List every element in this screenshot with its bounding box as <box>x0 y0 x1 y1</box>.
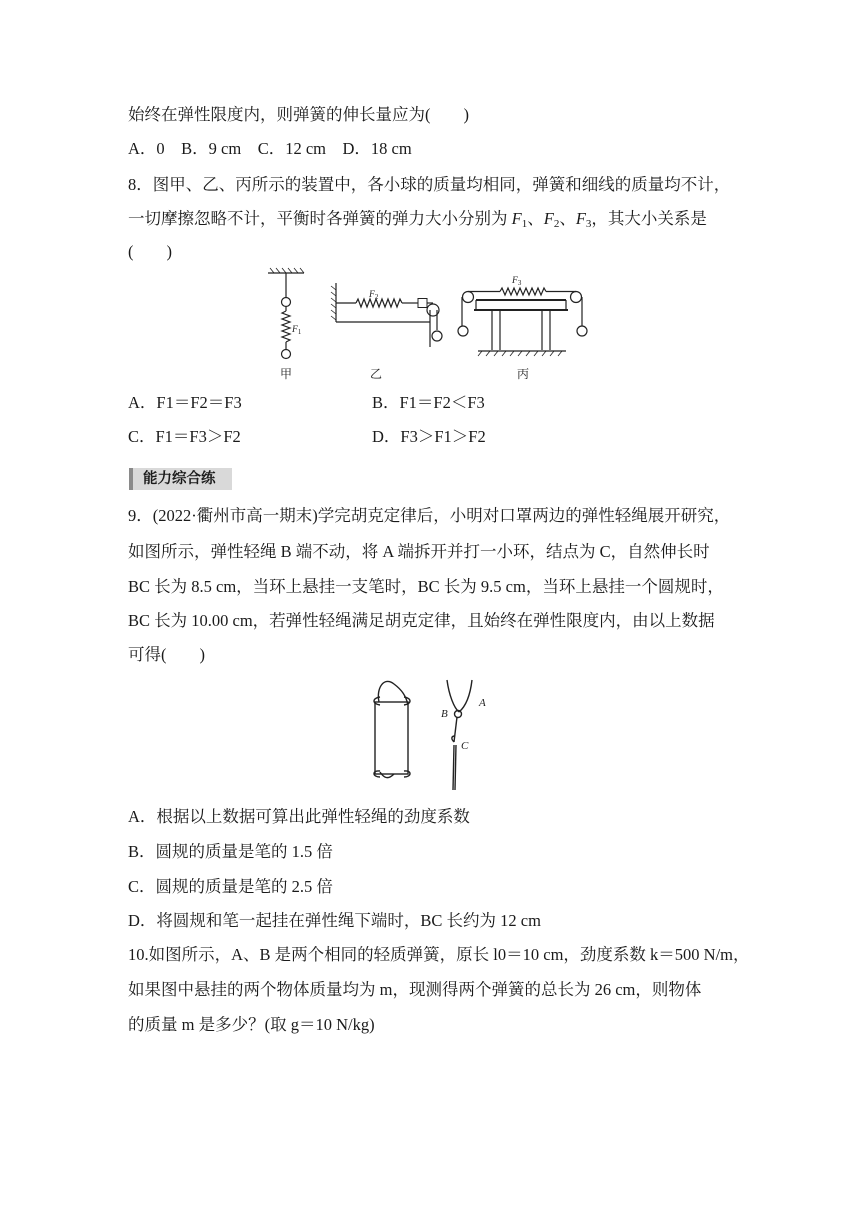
q9-option-a: A．根据以上数据可算出此弹性轻绳的劲度系数 <box>128 807 470 826</box>
f2-label: $F_2$ <box>369 290 379 301</box>
q10-line2: 如果图中悬挂的两个物体质量均为 m，现测得两个弹簧的总长为 26 cm，则物体 <box>128 980 702 999</box>
label-yi: 乙 <box>370 367 383 381</box>
q9-line3: BC 长为 8.5 cm，当环上悬挂一支笔时，BC 长为 9.5 cm，当环上悬挂一个圆规时， <box>128 577 724 596</box>
q10-line3: 的质量 m 是多少？(取 g＝10 N/kg) <box>128 1015 375 1034</box>
q8-option-a: A．F1＝F2＝F3 <box>128 393 242 412</box>
q8-line3: ( ) <box>128 242 172 261</box>
q10-line1: 10.如图所示，A、B 是两个相同的轻质弹簧，原长 l0＝10 cm，劲度系数 k＝500 N/m， <box>128 945 750 964</box>
q9-line4: BC 长为 10.00 cm，若弹性轻绳满足胡克定律，且始终在弹性限度内，由以上数据 <box>128 611 715 630</box>
q9-line5: 可得( ) <box>128 645 205 664</box>
section-title: 能力综合练 <box>129 468 232 490</box>
f1-label: $F_1$ <box>292 325 302 336</box>
q8-line2: 一切摩擦忽略不计，平衡时各弹簧的弹力大小分别为 $F_1$、$F_2$、$F_3$，其大小关系是 <box>128 209 707 230</box>
label-bing: 丙 <box>517 367 530 381</box>
q8-option-d: D．F3＞F1＞F2 <box>372 427 486 446</box>
label-b: B <box>441 708 448 720</box>
q8-figure <box>260 266 600 382</box>
q9-option-c: C．圆规的质量是笔的 2.5 倍 <box>128 877 333 896</box>
q7-tail-text: 始终在弹性限度内，则弹簧的伸长量应为( ) <box>128 105 469 124</box>
f3-label: $F_3$ <box>512 276 522 287</box>
q9-line2: 如图所示，弹性轻绳 B 端不动，将 A 端拆开并打一小环，结点为 C，自然伸长时 <box>128 542 710 561</box>
q8-line1: 8．图甲、乙、丙所示的装置中，各小球的质量均相同，弹簧和细线的质量均不计， <box>128 175 731 194</box>
q9-option-d: D．将圆规和笔一起挂在弹性绳下端时，BC 长约为 12 cm <box>128 911 541 930</box>
q9-option-b: B．圆规的质量是笔的 1.5 倍 <box>128 842 333 861</box>
label-a: A <box>479 697 486 709</box>
q7-options: A．0 B．9 cm C．12 cm D．18 cm <box>128 139 412 158</box>
q8-option-b: B．F1＝F2＜F3 <box>372 393 485 412</box>
q9-figure <box>370 674 510 800</box>
q8-option-c: C．F1＝F3＞F2 <box>128 427 241 446</box>
label-jia: 甲 <box>280 367 293 381</box>
q9-line1: 9．(2022·衢州市高一期末)学完胡克定律后，小明对口罩两边的弹性轻绳展开研究， <box>128 506 731 525</box>
label-c: C <box>461 740 469 752</box>
